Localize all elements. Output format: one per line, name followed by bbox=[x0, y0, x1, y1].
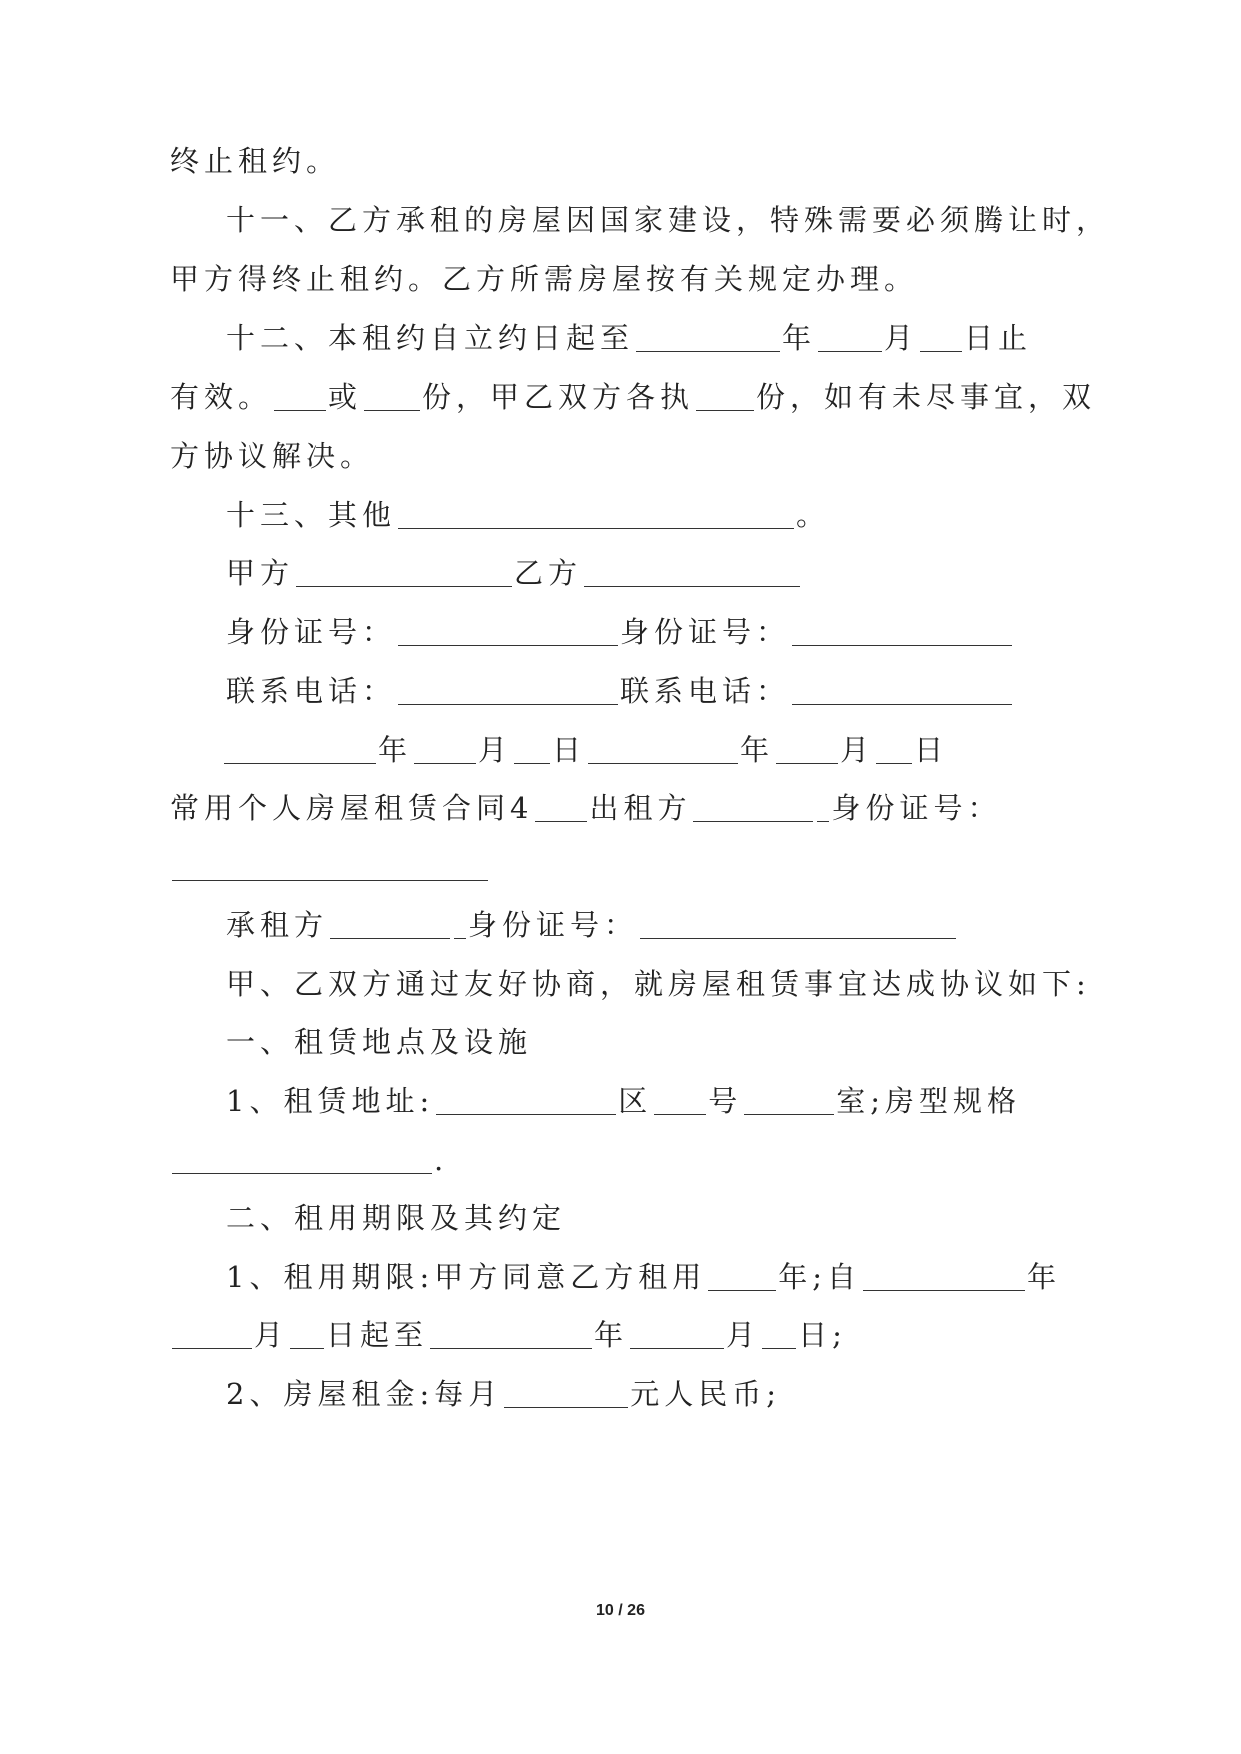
line-text: 终止租约。 bbox=[170, 144, 341, 178]
fill-in-blank bbox=[222, 728, 378, 772]
line-text: 年 bbox=[594, 1318, 629, 1352]
fill-in-blank bbox=[288, 1313, 326, 1357]
text-line bbox=[0, 610, 1241, 654]
line-text: 1、租赁地址: bbox=[226, 1084, 435, 1118]
fill-in-blank bbox=[816, 316, 884, 360]
text-line bbox=[0, 786, 1241, 830]
fill-in-blank bbox=[628, 1313, 726, 1357]
line-text: 联系电话： bbox=[620, 674, 791, 708]
fill-in-blank bbox=[170, 845, 490, 889]
text-line bbox=[0, 1372, 1241, 1416]
line-text: 室;房型规格 bbox=[836, 1084, 1022, 1118]
fill-in-blank bbox=[706, 1255, 778, 1299]
fill-in-blank bbox=[694, 375, 756, 419]
fill-in-blank bbox=[434, 1079, 618, 1123]
text-line bbox=[0, 1255, 1241, 1299]
line-text: 元人民币; bbox=[630, 1377, 782, 1411]
line-text: 常用个人房屋租赁合同4 bbox=[170, 791, 534, 825]
line-text: . bbox=[434, 1143, 449, 1177]
line-text: 或 bbox=[328, 380, 363, 414]
fill-in-blank bbox=[512, 728, 552, 772]
line-text: 年;自 bbox=[778, 1260, 862, 1294]
text-line bbox=[0, 1079, 1241, 1123]
text-line bbox=[0, 1020, 1241, 1064]
line-text: 月 bbox=[254, 1318, 289, 1352]
line-text: 年 bbox=[1027, 1260, 1062, 1294]
line-text: 份，甲乙双方各执 bbox=[422, 380, 695, 414]
line-text: 日; bbox=[798, 1318, 847, 1352]
line-text: 2、房屋租金:每月 bbox=[226, 1377, 503, 1411]
fill-in-blank bbox=[774, 728, 840, 772]
fill-in-blank bbox=[691, 786, 815, 830]
fill-in-blank bbox=[815, 786, 831, 830]
fill-in-blank bbox=[760, 1313, 798, 1357]
line-text: 年 bbox=[782, 321, 817, 355]
text-line bbox=[0, 903, 1241, 947]
fill-in-blank bbox=[396, 610, 620, 654]
fill-in-blank bbox=[918, 316, 964, 360]
text-line bbox=[0, 669, 1241, 713]
line-text: 日 bbox=[914, 733, 949, 767]
line-text: 日 bbox=[552, 733, 587, 767]
line-text: 方协议解决。 bbox=[170, 439, 375, 473]
line-text: 身份证号： bbox=[226, 615, 397, 649]
line-text: 乙方 bbox=[514, 556, 583, 590]
fill-in-blank bbox=[634, 316, 782, 360]
line-text: 出租方 bbox=[589, 791, 692, 825]
fill-in-blank bbox=[396, 669, 620, 713]
text-line bbox=[0, 316, 1241, 360]
line-text: 二、租用期限及其约定 bbox=[226, 1201, 567, 1235]
fill-in-blank bbox=[452, 903, 468, 947]
line-text: 1、租用期限:甲方同意乙方租用 bbox=[226, 1260, 707, 1294]
line-text: 号 bbox=[708, 1084, 743, 1118]
fill-in-blank bbox=[272, 375, 328, 419]
line-text: 甲方 bbox=[226, 556, 295, 590]
fill-in-blank bbox=[170, 1313, 254, 1357]
fill-in-blank bbox=[396, 493, 796, 537]
text-line bbox=[0, 1138, 1241, 1182]
line-text: 份，如有未尽事宜，双 bbox=[756, 380, 1097, 414]
fill-in-blank bbox=[362, 375, 422, 419]
fill-in-blank bbox=[874, 728, 914, 772]
line-text: 十一、乙方承租的房屋因国家建设，特殊需要必须腾让时， bbox=[226, 203, 1111, 237]
line-text: 月 bbox=[478, 733, 513, 767]
line-text: 区 bbox=[618, 1084, 653, 1118]
line-text: 身份证号： bbox=[831, 791, 1002, 825]
line-text: 日止 bbox=[964, 321, 1033, 355]
text-line bbox=[0, 962, 1241, 1006]
fill-in-blank bbox=[861, 1255, 1027, 1299]
text-line bbox=[0, 845, 1241, 889]
fill-in-blank bbox=[428, 1313, 594, 1357]
text-line bbox=[0, 493, 1241, 537]
text-line bbox=[0, 139, 1241, 183]
line-text: 联系电话： bbox=[226, 674, 397, 708]
fill-in-blank bbox=[502, 1372, 630, 1416]
text-line bbox=[0, 375, 1241, 419]
line-text: 月 bbox=[884, 321, 919, 355]
line-text: 身份证号： bbox=[468, 908, 639, 942]
text-line bbox=[0, 198, 1241, 242]
fill-in-blank bbox=[586, 728, 740, 772]
fill-in-blank bbox=[742, 1079, 836, 1123]
line-text: 甲、乙双方通过友好协商，就房屋租赁事宜达成协议如下: bbox=[226, 967, 1091, 1001]
text-line bbox=[0, 1313, 1241, 1357]
line-text: 十二、本租约自立约日起至 bbox=[226, 321, 635, 355]
fill-in-blank bbox=[652, 1079, 708, 1123]
line-text: 。 bbox=[796, 498, 831, 532]
line-text: 甲方得终止租约。乙方所需房屋按有关规定办理。 bbox=[170, 262, 919, 296]
line-text: 日起至 bbox=[326, 1318, 429, 1352]
fill-in-blank bbox=[170, 1138, 434, 1182]
line-text: 十三、其他 bbox=[226, 498, 397, 532]
fill-in-blank bbox=[790, 610, 1014, 654]
line-text: 年 bbox=[740, 733, 775, 767]
fill-in-blank bbox=[533, 786, 589, 830]
line-text: 月 bbox=[840, 733, 875, 767]
text-line bbox=[0, 728, 1241, 772]
line-text: 有效。 bbox=[170, 380, 273, 414]
fill-in-blank bbox=[638, 903, 958, 947]
line-text: 年 bbox=[378, 733, 413, 767]
fill-in-blank bbox=[790, 669, 1014, 713]
line-text: 承租方 bbox=[226, 908, 329, 942]
text-line bbox=[0, 434, 1241, 478]
line-text: 月 bbox=[726, 1318, 761, 1352]
line-text: 身份证号： bbox=[620, 615, 791, 649]
fill-in-blank bbox=[582, 551, 802, 595]
fill-in-blank bbox=[412, 728, 478, 772]
line-text: 一、租赁地点及设施 bbox=[226, 1025, 533, 1059]
fill-in-blank bbox=[328, 903, 452, 947]
text-line bbox=[0, 257, 1241, 301]
text-line bbox=[0, 551, 1241, 595]
fill-in-blank bbox=[294, 551, 514, 595]
text-line bbox=[0, 1196, 1241, 1240]
page-number: 10 / 26 bbox=[596, 1602, 645, 1619]
